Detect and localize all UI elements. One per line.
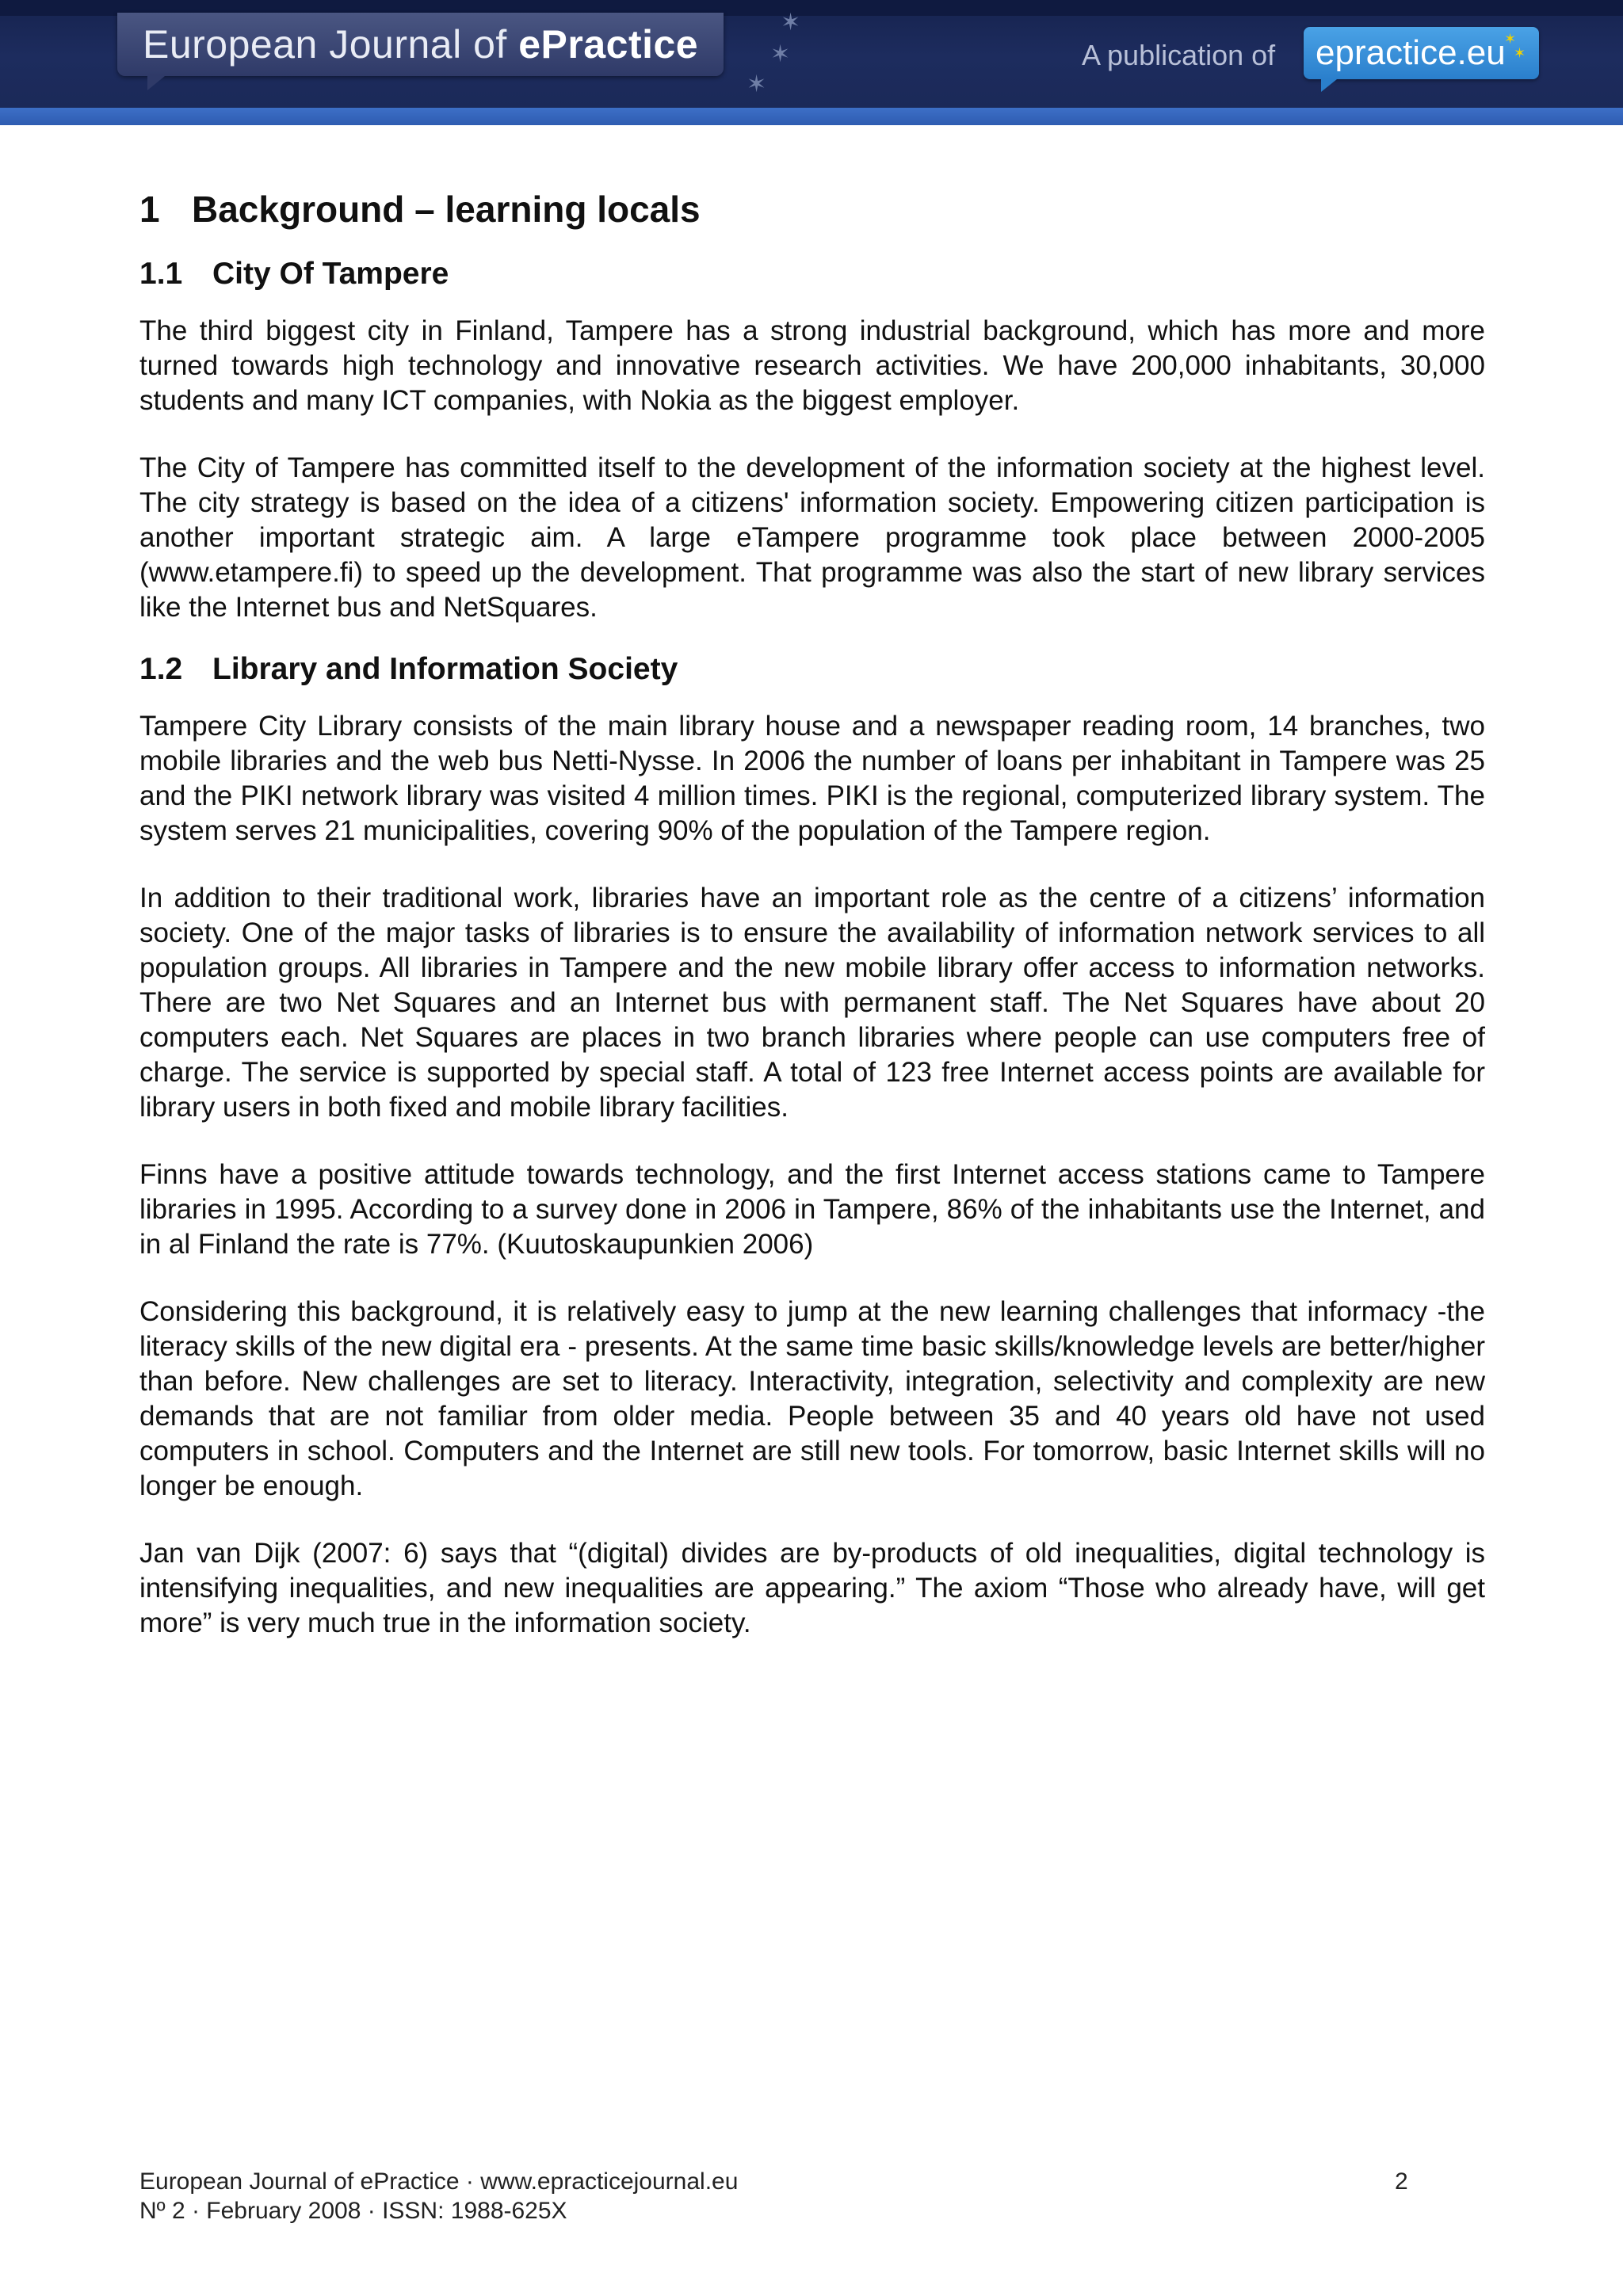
banner-bottom-stripe [0,108,1623,125]
section-number: 1 [139,189,160,230]
subsection-heading-library [139,650,1485,688]
star-icon: ✶ [770,41,791,67]
logo-main-text: epractice [1316,33,1457,72]
journal-title-prefix: European Journal of [143,22,519,67]
paragraph: Tampere City Library consists of the main library house and a newspaper reading room, 14 branches, two mobile libraries and the web bus Netti-Nysse. In 2006 the number of loans per inhabitant in Tampere was 25 and the PIKI network library was visited 4 million times. PIKI is the regional, computerized library system. The system serves 21 municipalities, covering 90% of the population of the Tampere region. [139,711,1485,846]
paragraph: In addition to their traditional work, libraries have an important role as the centre of a citizens’ information society. One of the major tasks of libraries is to ensure the availability of information network services to all population groups. All libraries in Tampere and the new mobile library offer access to information networks. There are two Net Squares and an Internet bus with permanent staff. The Net Squares have about 20 computers each. Net Squares are places in two branch libraries where people can use computers free of charge. The service is supported by special staff. A total of 123 free Internet access points are available for library users in both fixed and mobile library facilities. [139,883,1485,1123]
epractice-logo [1316,32,1506,74]
footer-journal-line: European Journal of ePractice · www.epracticejournal.eu [139,2168,739,2195]
subsection-number: 1.1 [139,257,183,291]
paragraph: Finns have a positive attitude towards technology, and the first Internet access stations came to Tampere libraries in 1995. According to a survey done in 2006 in Tampere, 86% of the inhabitants use the Internet, and in al Finland the rate is 77%. (Kuutoskaupunkien 2006) [139,1159,1485,1260]
footer-issue-line: Nº 2 · February 2008 · ISSN: 1988-625X [139,2198,567,2224]
journal-banner [0,0,1623,125]
article-body [139,187,1485,1673]
section-title: Background – learning locals [192,189,701,230]
star-icon: ✶ [747,71,767,97]
subsection-title: Library and Information Society [212,652,678,686]
star-icon: ✶ [781,10,801,36]
paragraph: The City of Tampere has committed itself to the development of the information society at the highest level. The city strategy is based on the idea of a citizens' information society. Empowering citizen participation is another important strategic aim. A large eTampere programme took place between 2000-2005 (www.etampere.fi) to speed up the development. That programme was also the start of new library services like the Internet bus and NetSquares. [139,452,1485,623]
subsection-title: City Of Tampere [212,257,449,291]
page-number: 2 [1395,2168,1408,2195]
subsection-number: 1.2 [139,652,183,686]
section-heading [139,187,1485,231]
paragraph: Considering this background, it is relatively easy to jump at the new learning challenges that informacy -the literacy skills of the new digital era - presents. At the same time basic skills/knowledge levels are better/higher than before. New challenges are set to literacy. Interactivity, integration, selectivity and complexity are new demands that are not familiar from older media. People between 35 and 40 years old have not used computers in school. Computers and the Internet are still new tools. For tomorrow, basic Internet skills will no longer be enough. [139,1296,1485,1501]
journal-title [143,21,698,68]
paragraph: The third biggest city in Finland, Tampere has a strong industrial background, which has more and more turned towards high technology and innovative research activities. We have 200,000 inhabitants, 30,000 students and many ICT companies, with Nokia as the biggest employer. [139,315,1485,416]
eu-stars-icon: ✶ ✶ [1504,31,1527,61]
page-footer [139,2167,738,2225]
paragraph: Jan van Dijk (2007: 6) says that “(digital) divides are by-products of old inequalities, digital technology is intensifying inequalities, and new inequalities are appearing.” The axiom “Those who already have, will get more” is very much true in the information society. [139,1538,1485,1638]
publication-of-label: A publication of [1082,39,1276,71]
subsection-heading-city [139,255,1485,293]
journal-title-brand: ePractice [518,22,699,67]
logo-suffix-text: .eu [1457,33,1506,72]
